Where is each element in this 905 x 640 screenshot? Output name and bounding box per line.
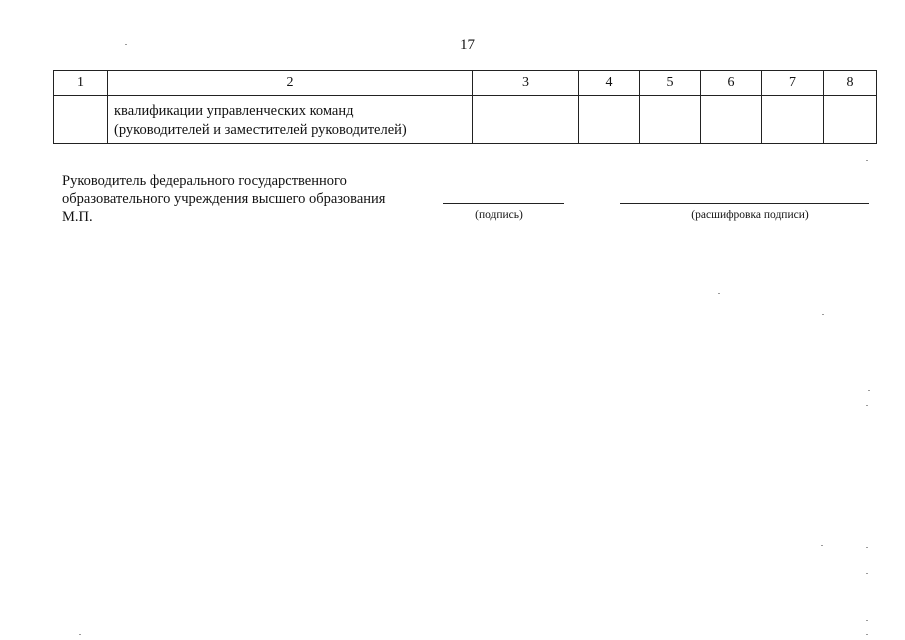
signature-decoding-caption: (расшифровка подписи): [691, 209, 809, 221]
signature-decoding-line: [620, 203, 869, 204]
row-cell-8: [824, 96, 877, 144]
scan-speck: [866, 634, 868, 635]
row-cell-3: [473, 96, 579, 144]
signatory-block: [62, 172, 385, 226]
header-cell-7: 7: [762, 71, 824, 96]
scan-speck: [79, 634, 81, 635]
scan-speck: [866, 405, 868, 406]
row-cell-6: [701, 96, 762, 144]
scan-speck: [866, 573, 868, 574]
stamp-place-label: М.П.: [62, 209, 93, 225]
header-cell-4: 4: [579, 71, 640, 96]
scan-speck: [866, 160, 868, 161]
header-cell-5: 5: [640, 71, 701, 96]
row-cell-1: [54, 96, 108, 144]
header-cell-2: 2: [108, 71, 473, 96]
scan-speck: [822, 314, 824, 315]
scan-speck: [866, 620, 868, 621]
scan-speck: [821, 545, 823, 546]
scan-speck: [868, 390, 870, 391]
signatory-line-2: образовательного учреждения высшего образования: [62, 191, 386, 207]
signatory-line-1: Руководитель федерального государственного: [62, 173, 347, 189]
header-cell-8: 8: [824, 71, 877, 96]
scan-speck: [125, 44, 127, 45]
header-cell-3: 3: [473, 71, 579, 96]
table-header-row: [54, 71, 877, 96]
header-cell-1: 1: [54, 71, 108, 96]
scan-speck: [866, 547, 868, 548]
row-cell-2-line-1: квалификации управленческих команд: [114, 103, 354, 119]
row-cell-7: [762, 96, 824, 144]
data-table: [53, 70, 877, 144]
page-number: 17: [460, 37, 475, 53]
row-cell-2-line-2: (руководителей и заместителей руководителей): [114, 122, 407, 138]
header-cell-6: 6: [701, 71, 762, 96]
row-cell-4: [579, 96, 640, 144]
table-row: [54, 96, 877, 144]
signature-caption: (подпись): [475, 209, 523, 221]
scan-speck: [718, 293, 720, 294]
row-cell-5: [640, 96, 701, 144]
row-cell-2: [108, 96, 473, 144]
signature-line: [443, 203, 564, 204]
